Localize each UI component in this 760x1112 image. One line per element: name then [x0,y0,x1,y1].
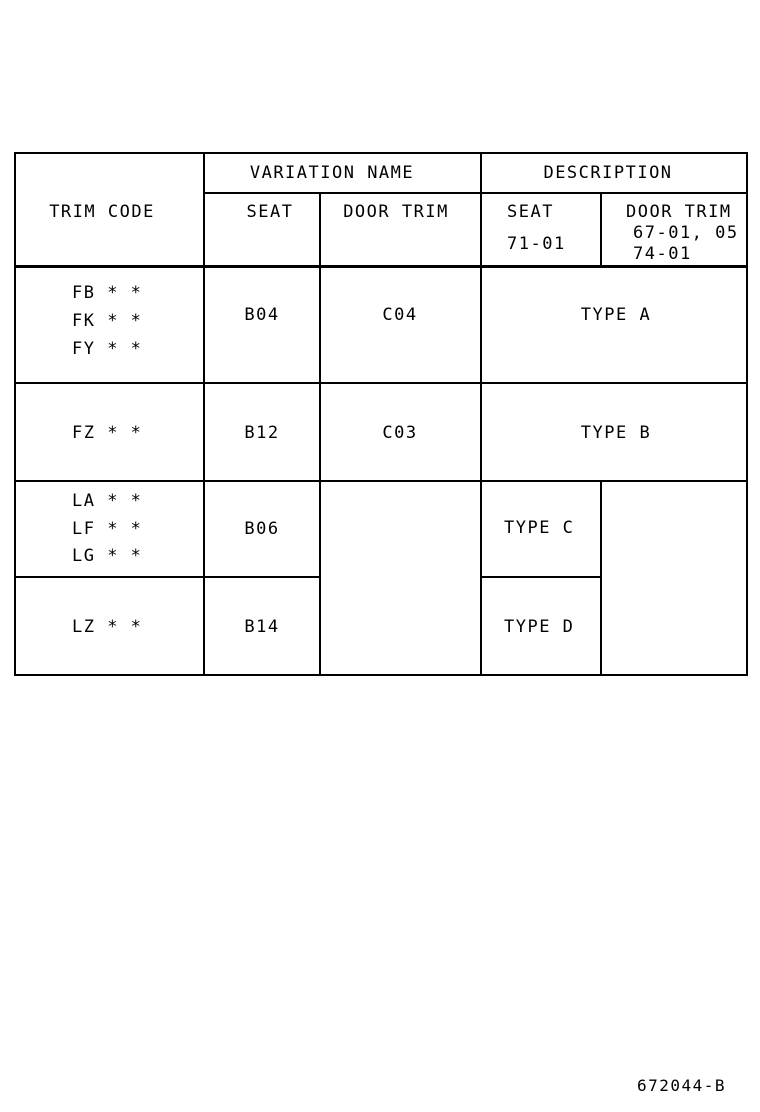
col-divider-door [480,152,482,676]
table-border-top [14,152,748,154]
trim-variation-table [14,152,748,676]
col-divider-trim [203,152,205,676]
header-desc-door-trim-code-1: 67-01, 05 [633,223,739,243]
header-door-trim: DOOR TRIM [343,202,449,222]
header-desc-door-trim-code-2: 74-01 [633,244,692,264]
header-desc-seat-code: 71-01 [507,234,566,254]
header-desc-door-trim: DOOR TRIM [626,202,732,222]
seat-variation: B04 [244,305,280,325]
table-border-bottom [14,674,748,676]
header-divider [203,192,748,194]
header-desc-seat: SEAT [507,202,554,222]
seat-variation: B06 [244,519,280,539]
trim-code: LZ * * [72,617,143,637]
description-type: TYPE B [580,423,652,443]
col-divider-desc-header [600,192,602,266]
seat-variation: B14 [244,617,280,637]
trim-code: LA * * [72,491,143,511]
trim-code: FB * * [72,283,143,303]
table-border-right [746,152,748,676]
header-description: DESCRIPTION [543,163,673,183]
header-trim-code: TRIM CODE [49,202,155,222]
door-trim-variation: C04 [382,305,418,325]
header-bottom-rule [14,265,748,268]
figure-reference: 672044-B [636,1076,726,1095]
header-seat: SEAT [246,202,294,222]
seat-variation: B12 [244,423,280,443]
row-divider-3b [480,576,600,578]
table-border-left [14,152,16,676]
header-variation-name: VARIATION NAME [249,163,415,183]
row-divider-2 [14,480,748,482]
trim-code: LF * * [72,519,143,539]
description-type: TYPE A [580,305,652,325]
door-trim-variation: C03 [382,423,418,443]
row-divider-1 [14,382,748,384]
col-divider-desc-lower [600,480,602,676]
row-divider-3a [14,576,319,578]
trim-code: FK * * [72,311,143,331]
trim-code: LG * * [72,546,143,566]
col-divider-seat [319,192,321,676]
description-type: TYPE D [504,617,575,637]
trim-code: FY * * [72,339,143,359]
description-type: TYPE C [504,518,575,538]
trim-code: FZ * * [72,423,143,443]
